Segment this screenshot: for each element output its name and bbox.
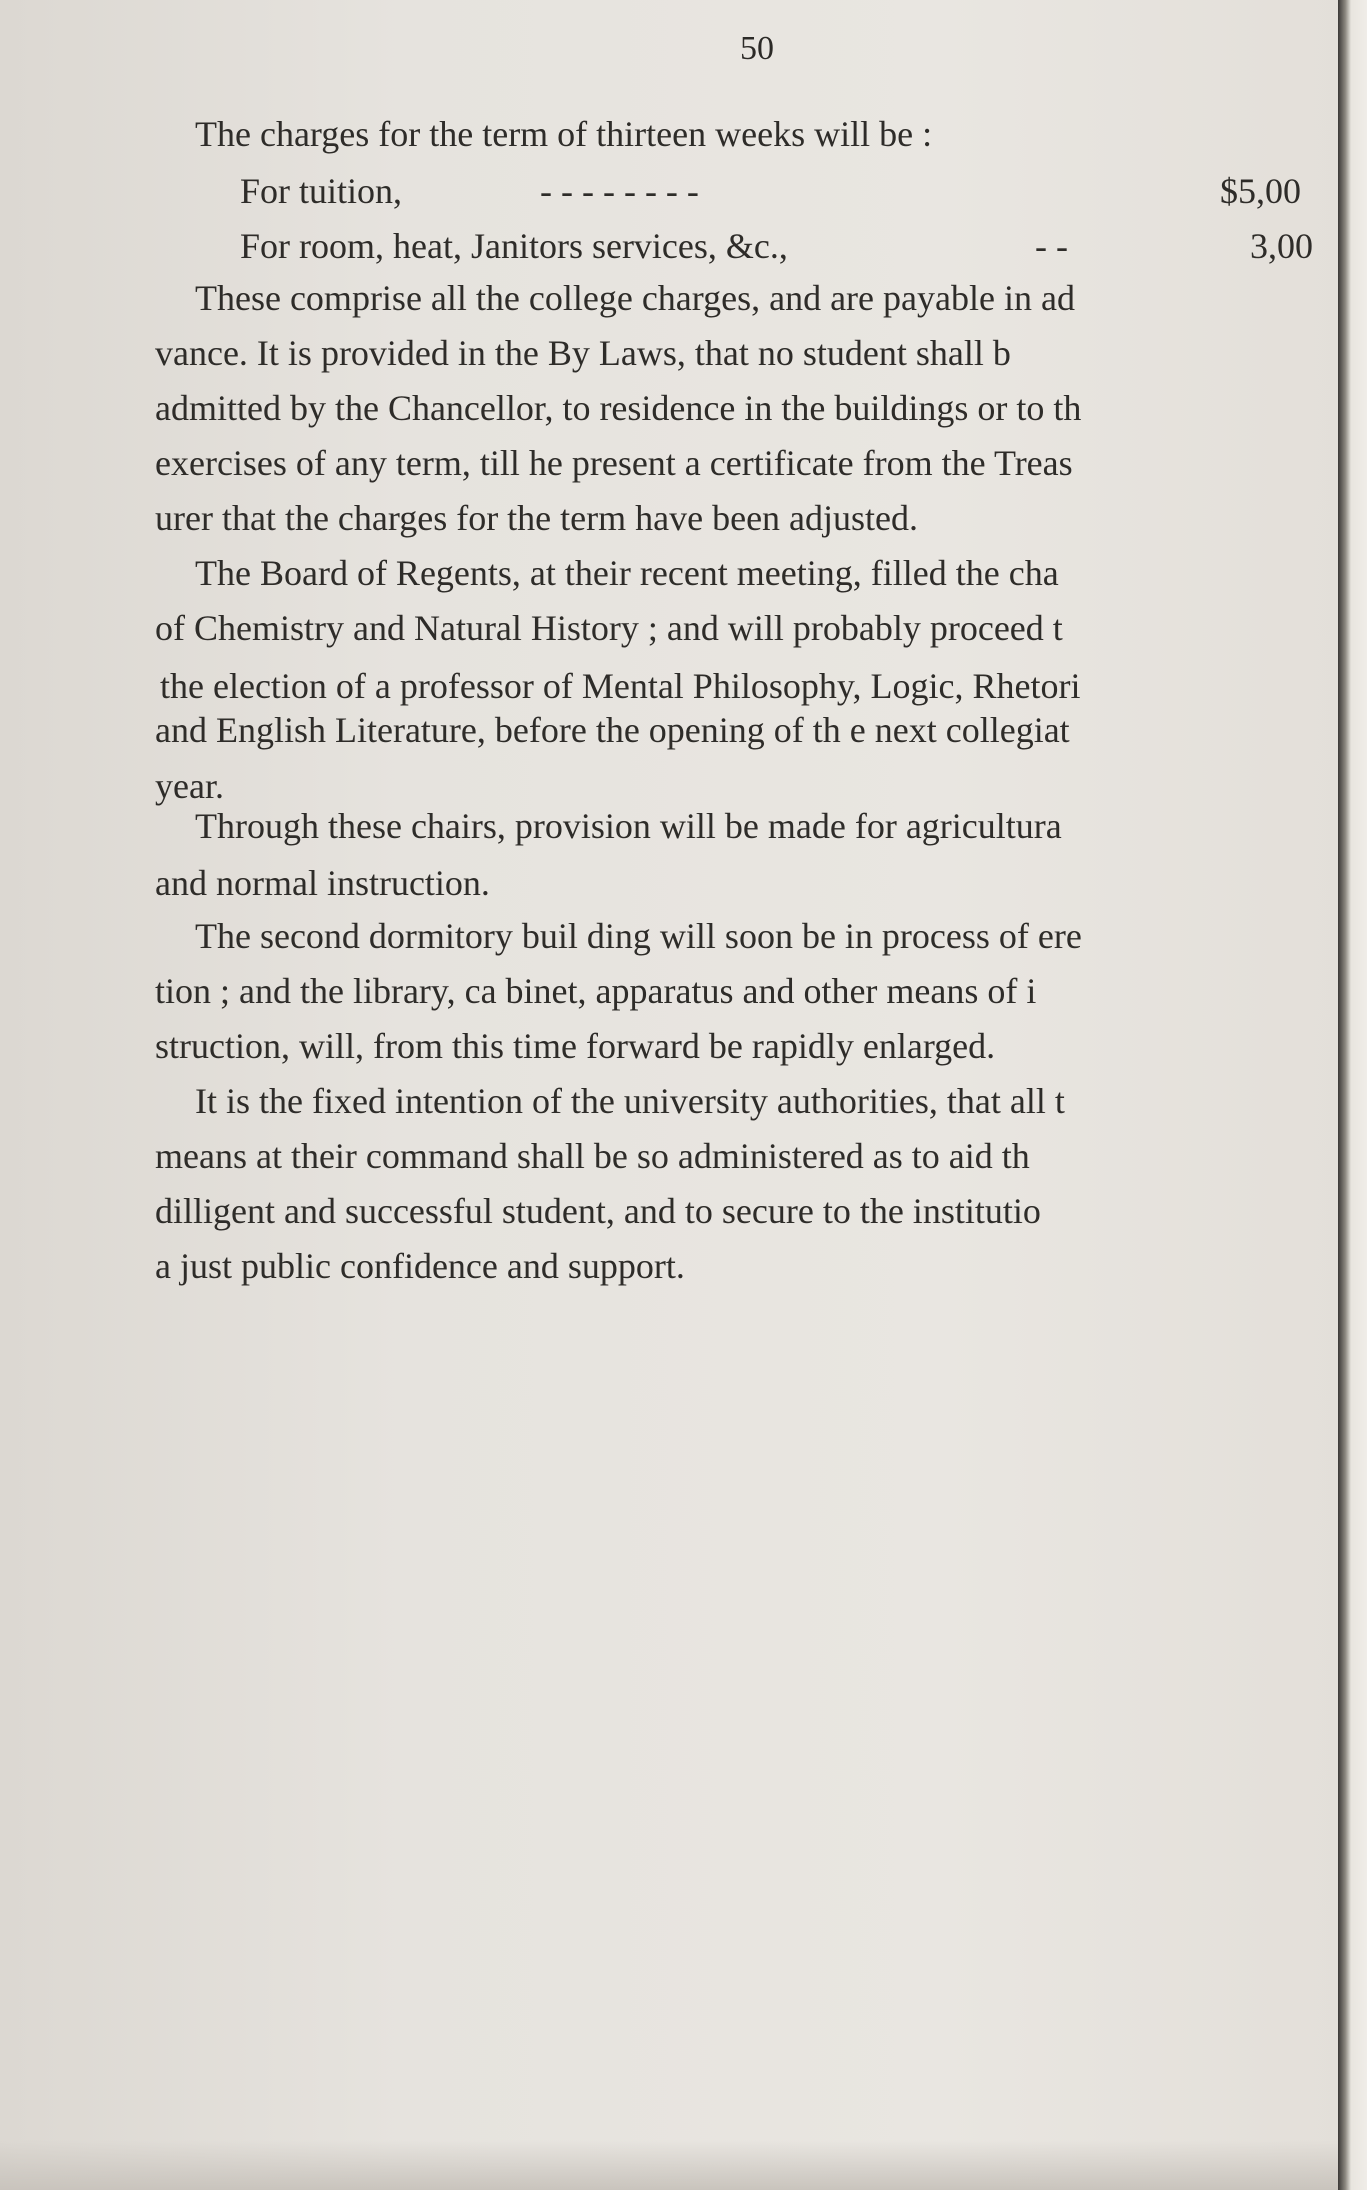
text-line: year. — [155, 766, 224, 806]
page-number: 50 — [740, 30, 774, 67]
text-line: These comprise all the college charges, and are payable in ad — [195, 278, 1075, 318]
text-line: of Chemistry and Natural History ; and will probably proceed t — [155, 608, 1063, 648]
text-line: a just public confidence and support. — [155, 1246, 685, 1286]
text-line: and normal instruction. — [155, 863, 490, 903]
charge-amount: $5,00 — [1220, 171, 1301, 211]
charge-leader-dashes: - - — [1035, 226, 1068, 266]
text-line: It is the fixed intention of the university authorities, that all t — [195, 1081, 1065, 1121]
charge-label: For tuition, — [240, 171, 403, 211]
text-line: tion ; and the library, ca binet, apparatus and other means of i — [155, 971, 1037, 1011]
text-line: dilligent and successful student, and to secure to the institutio — [155, 1191, 1041, 1231]
text-line: urer that the charges for the term have been adjusted. — [155, 498, 919, 538]
text-line: the election of a professor of Mental Philosophy, Logic, Rhetori — [160, 666, 1081, 706]
text-line: admitted by the Chancellor, to residence in the buildings or to th — [155, 388, 1082, 428]
text-line: and English Literature, before the opening of th e next collegiat — [155, 710, 1070, 750]
charge-leader-dashes: - - - - - - - - — [540, 171, 699, 211]
text-line: struction, will, from this time forward be rapidly enlarged. — [155, 1026, 996, 1066]
text-line: means at their command shall be so administered as to aid th — [155, 1136, 1030, 1176]
text-line: vance. It is provided in the By Laws, that no student shall b — [155, 333, 1011, 373]
page-bottom-shadow — [0, 2140, 1345, 2190]
charges-intro: The charges for the term of thirteen weeks will be : — [195, 114, 933, 154]
charge-label: For room, heat, Janitors services, &c., — [240, 226, 788, 266]
text-line: Through these chairs, provision will be made for agricultura — [195, 806, 1062, 846]
text-line: The second dormitory buil ding will soon be in process of ere — [195, 916, 1082, 956]
text-line: The Board of Regents, at their recent meeting, filled the cha — [195, 553, 1059, 593]
book-binding-edge — [1338, 0, 1367, 2190]
charge-amount: 3,00 — [1250, 226, 1313, 266]
text-line: exercises of any term, till he present a certificate from the Treas — [155, 443, 1073, 483]
